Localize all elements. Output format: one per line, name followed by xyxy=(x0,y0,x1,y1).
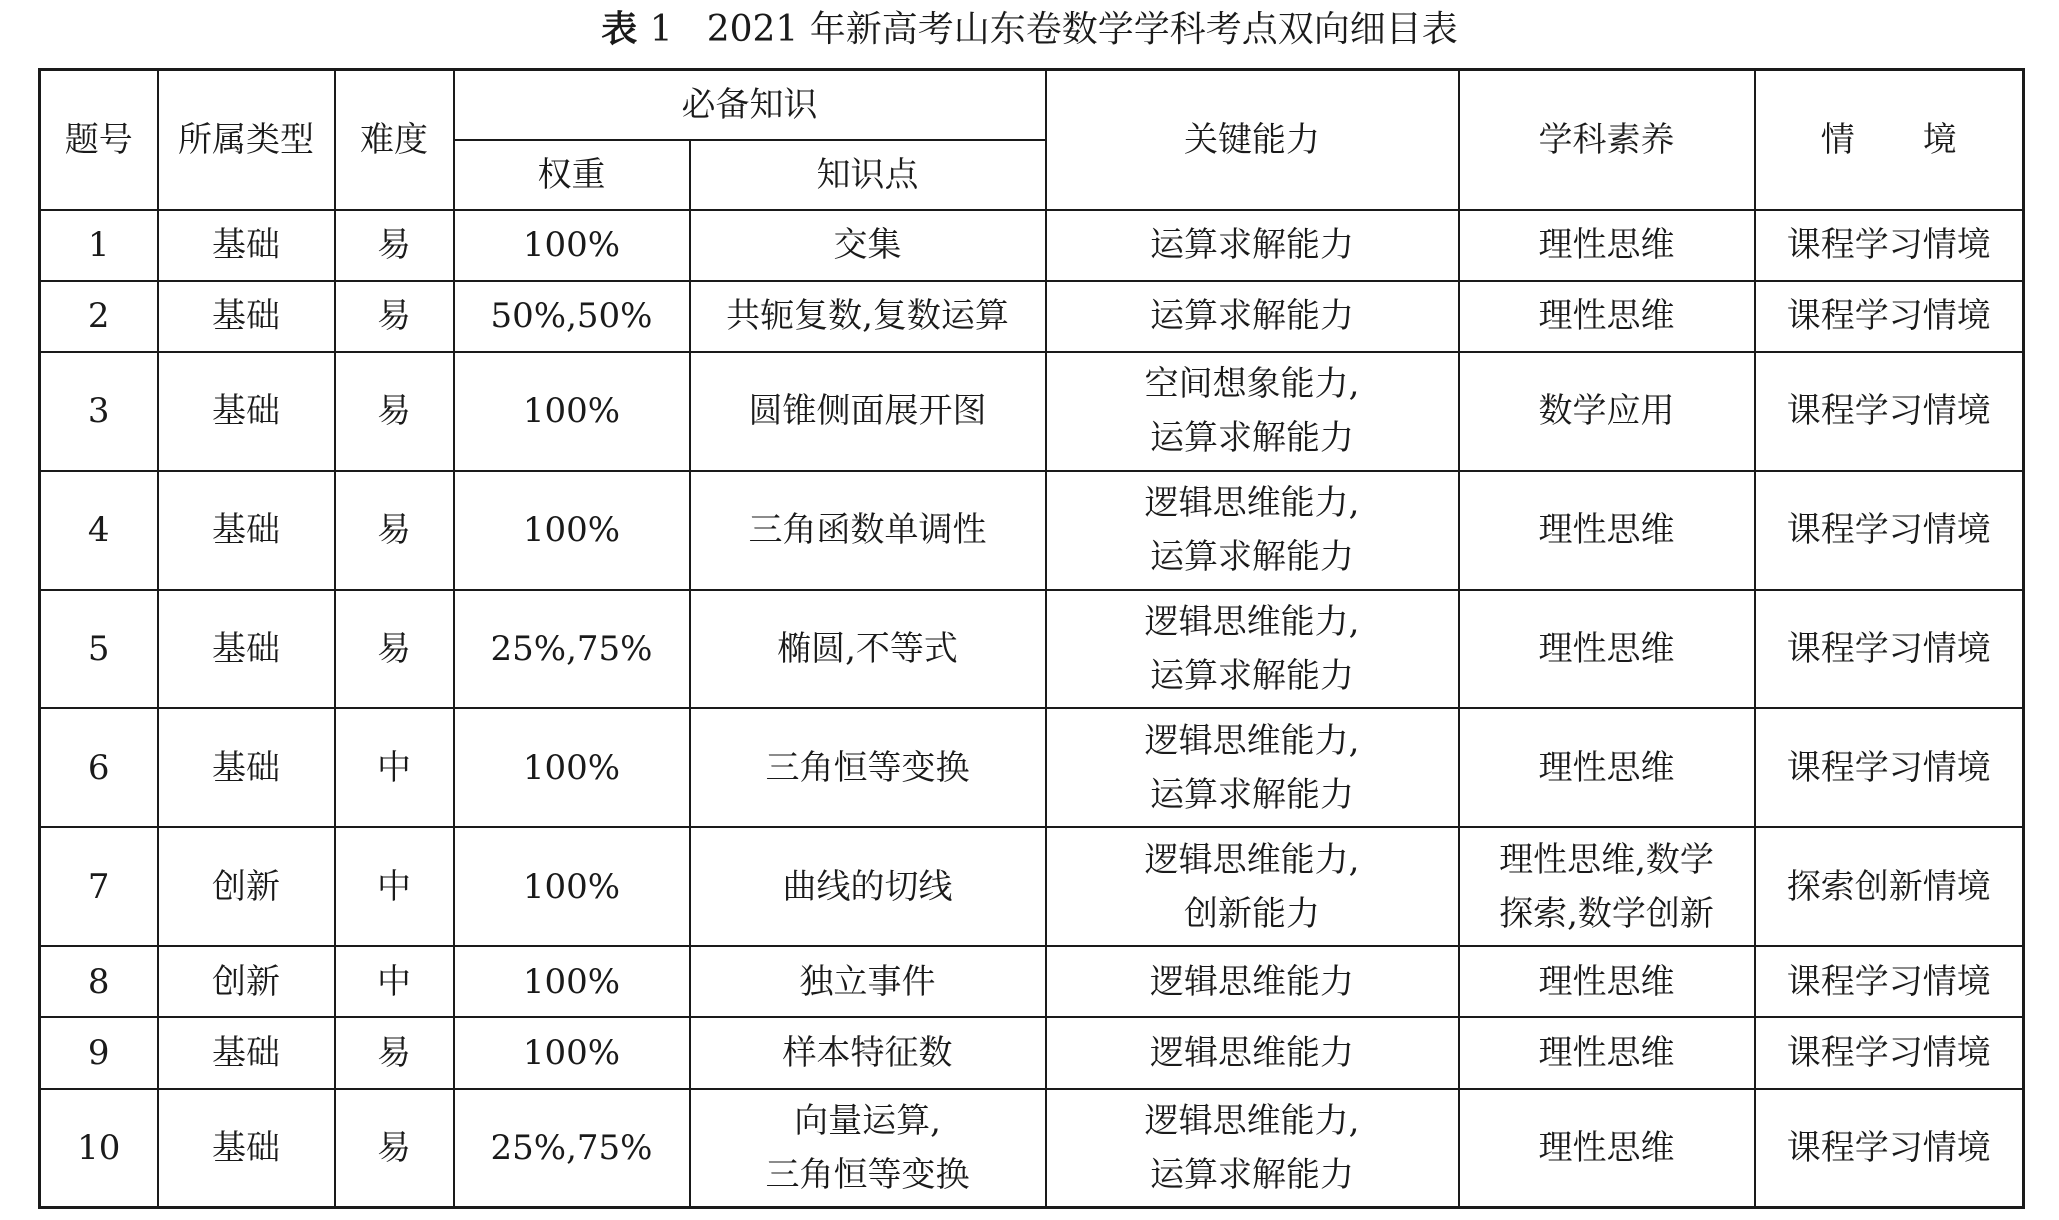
cell-context: 课程学习情境 xyxy=(1755,210,2024,281)
cell-points-line: 独立事件 xyxy=(799,961,936,1002)
header-context: 情 境 xyxy=(1755,70,2024,210)
cell-num: 5 xyxy=(40,590,158,709)
cell-ability xyxy=(1046,210,1459,281)
cell-points-line: 圆锥侧面展开图 xyxy=(748,391,987,432)
cell-points xyxy=(690,1089,1046,1208)
table-row xyxy=(40,352,2024,471)
cell-literacy-line: 数学应用 xyxy=(1538,391,1675,432)
cell-type: 基础 xyxy=(158,352,335,471)
cell-points-line: 三角恒等变换 xyxy=(765,1154,970,1195)
cell-ability-line: 创新能力 xyxy=(1184,893,1320,934)
cell-ability xyxy=(1046,590,1459,709)
cell-ability-line: 运算求解能力 xyxy=(1150,537,1354,578)
cell-num: 3 xyxy=(40,352,158,471)
cell-type: 基础 xyxy=(158,281,335,352)
cell-context: 课程学习情境 xyxy=(1755,281,2024,352)
cell-num: 7 xyxy=(40,827,158,946)
cell-context: 课程学习情境 xyxy=(1755,352,2024,471)
cell-context: 课程学习情境 xyxy=(1755,471,2024,590)
cell-ability xyxy=(1046,827,1459,946)
cell-points-line: 三角函数单调性 xyxy=(748,510,987,551)
cell-type: 基础 xyxy=(158,1017,335,1088)
cell-difficulty: 易 xyxy=(335,210,454,281)
cell-points-line: 样本特征数 xyxy=(782,1032,953,1073)
cell-context: 课程学习情境 xyxy=(1755,708,2024,827)
cell-literacy xyxy=(1459,352,1755,471)
cell-ability xyxy=(1046,1089,1459,1208)
cell-literacy xyxy=(1459,471,1755,590)
cell-num: 4 xyxy=(40,471,158,590)
table-row xyxy=(40,827,2024,946)
cell-num: 9 xyxy=(40,1017,158,1088)
table-caption xyxy=(0,4,2059,56)
cell-ability xyxy=(1046,352,1459,471)
cell-difficulty: 易 xyxy=(335,1017,454,1088)
cell-weight: 50%,50% xyxy=(454,281,690,352)
cell-ability-line: 逻辑思维能力 xyxy=(1150,961,1354,1002)
cell-weight: 100% xyxy=(454,708,690,827)
header-weight: 权重 xyxy=(454,140,690,210)
cell-context: 课程学习情境 xyxy=(1755,1089,2024,1208)
cell-weight: 100% xyxy=(454,352,690,471)
cell-literacy xyxy=(1459,281,1755,352)
header-points: 知识点 xyxy=(690,140,1046,210)
cell-difficulty: 中 xyxy=(335,708,454,827)
header-literacy: 学科素养 xyxy=(1459,70,1755,210)
cell-literacy-line: 理性思维 xyxy=(1538,1032,1675,1073)
table-row xyxy=(40,1089,2024,1208)
cell-ability xyxy=(1046,1017,1459,1088)
cell-num: 8 xyxy=(40,946,158,1017)
cell-type: 创新 xyxy=(158,827,335,946)
cell-type: 创新 xyxy=(158,946,335,1017)
cell-weight: 25%,75% xyxy=(454,590,690,709)
cell-type: 基础 xyxy=(158,708,335,827)
cell-literacy xyxy=(1459,946,1755,1017)
cell-difficulty: 易 xyxy=(335,590,454,709)
cell-ability-line: 逻辑思维能力, xyxy=(1144,839,1360,880)
cell-literacy xyxy=(1459,827,1755,946)
cell-points xyxy=(690,471,1046,590)
cell-difficulty: 易 xyxy=(335,471,454,590)
cell-literacy-line: 理性思维 xyxy=(1538,629,1675,670)
header-difficulty: 难度 xyxy=(335,70,454,210)
header-row-1 xyxy=(40,70,2024,140)
cell-literacy-line: 理性思维,数学 xyxy=(1499,839,1714,880)
cell-points xyxy=(690,708,1046,827)
cell-literacy-line: 探索,数学创新 xyxy=(1499,893,1714,934)
cell-type: 基础 xyxy=(158,210,335,281)
cell-points-line: 三角恒等变换 xyxy=(765,747,970,788)
cell-difficulty: 易 xyxy=(335,352,454,471)
cell-points-line: 向量运算, xyxy=(794,1100,941,1141)
cell-ability xyxy=(1046,281,1459,352)
table-body xyxy=(40,210,2024,1208)
cell-literacy-line: 理性思维 xyxy=(1538,510,1675,551)
cell-ability-line: 运算求解能力 xyxy=(1150,296,1354,337)
cell-points-line: 共轭复数,复数运算 xyxy=(726,296,1009,337)
cell-points xyxy=(690,590,1046,709)
table-row xyxy=(40,946,2024,1017)
cell-ability xyxy=(1046,471,1459,590)
cell-num: 10 xyxy=(40,1089,158,1208)
cell-points xyxy=(690,281,1046,352)
cell-ability-line: 逻辑思维能力, xyxy=(1144,483,1360,524)
header-knowledge: 必备知识 xyxy=(454,70,1046,140)
cell-context: 课程学习情境 xyxy=(1755,946,2024,1017)
cell-ability-line: 逻辑思维能力, xyxy=(1144,602,1360,643)
cell-ability xyxy=(1046,946,1459,1017)
table-row xyxy=(40,210,2024,281)
exam-detail-table xyxy=(38,68,2025,1209)
cell-points xyxy=(690,827,1046,946)
cell-points xyxy=(690,352,1046,471)
header-ability: 关键能力 xyxy=(1046,70,1459,210)
cell-num: 1 xyxy=(40,210,158,281)
cell-literacy xyxy=(1459,1017,1755,1088)
cell-context: 课程学习情境 xyxy=(1755,590,2024,709)
cell-weight: 100% xyxy=(454,471,690,590)
cell-points-line: 曲线的切线 xyxy=(782,866,953,907)
cell-points xyxy=(690,1017,1046,1088)
cell-ability-line: 逻辑思维能力, xyxy=(1144,720,1360,761)
cell-ability xyxy=(1046,708,1459,827)
cell-literacy xyxy=(1459,708,1755,827)
table-row xyxy=(40,708,2024,827)
header-type: 所属类型 xyxy=(158,70,335,210)
header-qnum: 题号 xyxy=(40,70,158,210)
cell-ability-line: 运算求解能力 xyxy=(1150,774,1354,815)
cell-literacy-line: 理性思维 xyxy=(1538,747,1675,788)
cell-literacy-line: 理性思维 xyxy=(1538,961,1675,1002)
table-row xyxy=(40,1017,2024,1088)
cell-literacy xyxy=(1459,210,1755,281)
cell-weight: 25%,75% xyxy=(454,1089,690,1208)
cell-points xyxy=(690,210,1046,281)
cell-num: 2 xyxy=(40,281,158,352)
cell-weight: 100% xyxy=(454,946,690,1017)
cell-context: 探索创新情境 xyxy=(1755,827,2024,946)
cell-difficulty: 中 xyxy=(335,827,454,946)
table-title: 2021 年新高考山东卷数学学科考点双向细目表 xyxy=(706,9,1458,50)
cell-context: 课程学习情境 xyxy=(1755,1017,2024,1088)
cell-type: 基础 xyxy=(158,471,335,590)
cell-points xyxy=(690,946,1046,1017)
cell-literacy-line: 理性思维 xyxy=(1538,1127,1675,1168)
cell-literacy-line: 理性思维 xyxy=(1538,225,1675,266)
cell-ability-line: 运算求解能力 xyxy=(1150,1154,1354,1195)
cell-ability-line: 运算求解能力 xyxy=(1150,225,1354,266)
table-row xyxy=(40,471,2024,590)
cell-type: 基础 xyxy=(158,1089,335,1208)
cell-difficulty: 中 xyxy=(335,946,454,1017)
cell-literacy-line: 理性思维 xyxy=(1538,296,1675,337)
cell-num: 6 xyxy=(40,708,158,827)
cell-points-line: 交集 xyxy=(833,225,902,266)
cell-literacy xyxy=(1459,590,1755,709)
cell-weight: 100% xyxy=(454,210,690,281)
cell-difficulty: 易 xyxy=(335,281,454,352)
table-label: 表 1 xyxy=(601,9,673,50)
cell-ability-line: 运算求解能力 xyxy=(1150,418,1354,459)
cell-ability-line: 逻辑思维能力 xyxy=(1150,1032,1354,1073)
cell-weight: 100% xyxy=(454,1017,690,1088)
cell-ability-line: 逻辑思维能力, xyxy=(1144,1100,1360,1141)
table-row xyxy=(40,281,2024,352)
cell-ability-line: 空间想象能力, xyxy=(1144,364,1360,405)
cell-literacy xyxy=(1459,1089,1755,1208)
cell-ability-line: 运算求解能力 xyxy=(1150,656,1354,697)
cell-points-line: 椭圆,不等式 xyxy=(777,629,958,670)
table-row xyxy=(40,590,2024,709)
cell-difficulty: 易 xyxy=(335,1089,454,1208)
cell-type: 基础 xyxy=(158,590,335,709)
cell-weight: 100% xyxy=(454,827,690,946)
